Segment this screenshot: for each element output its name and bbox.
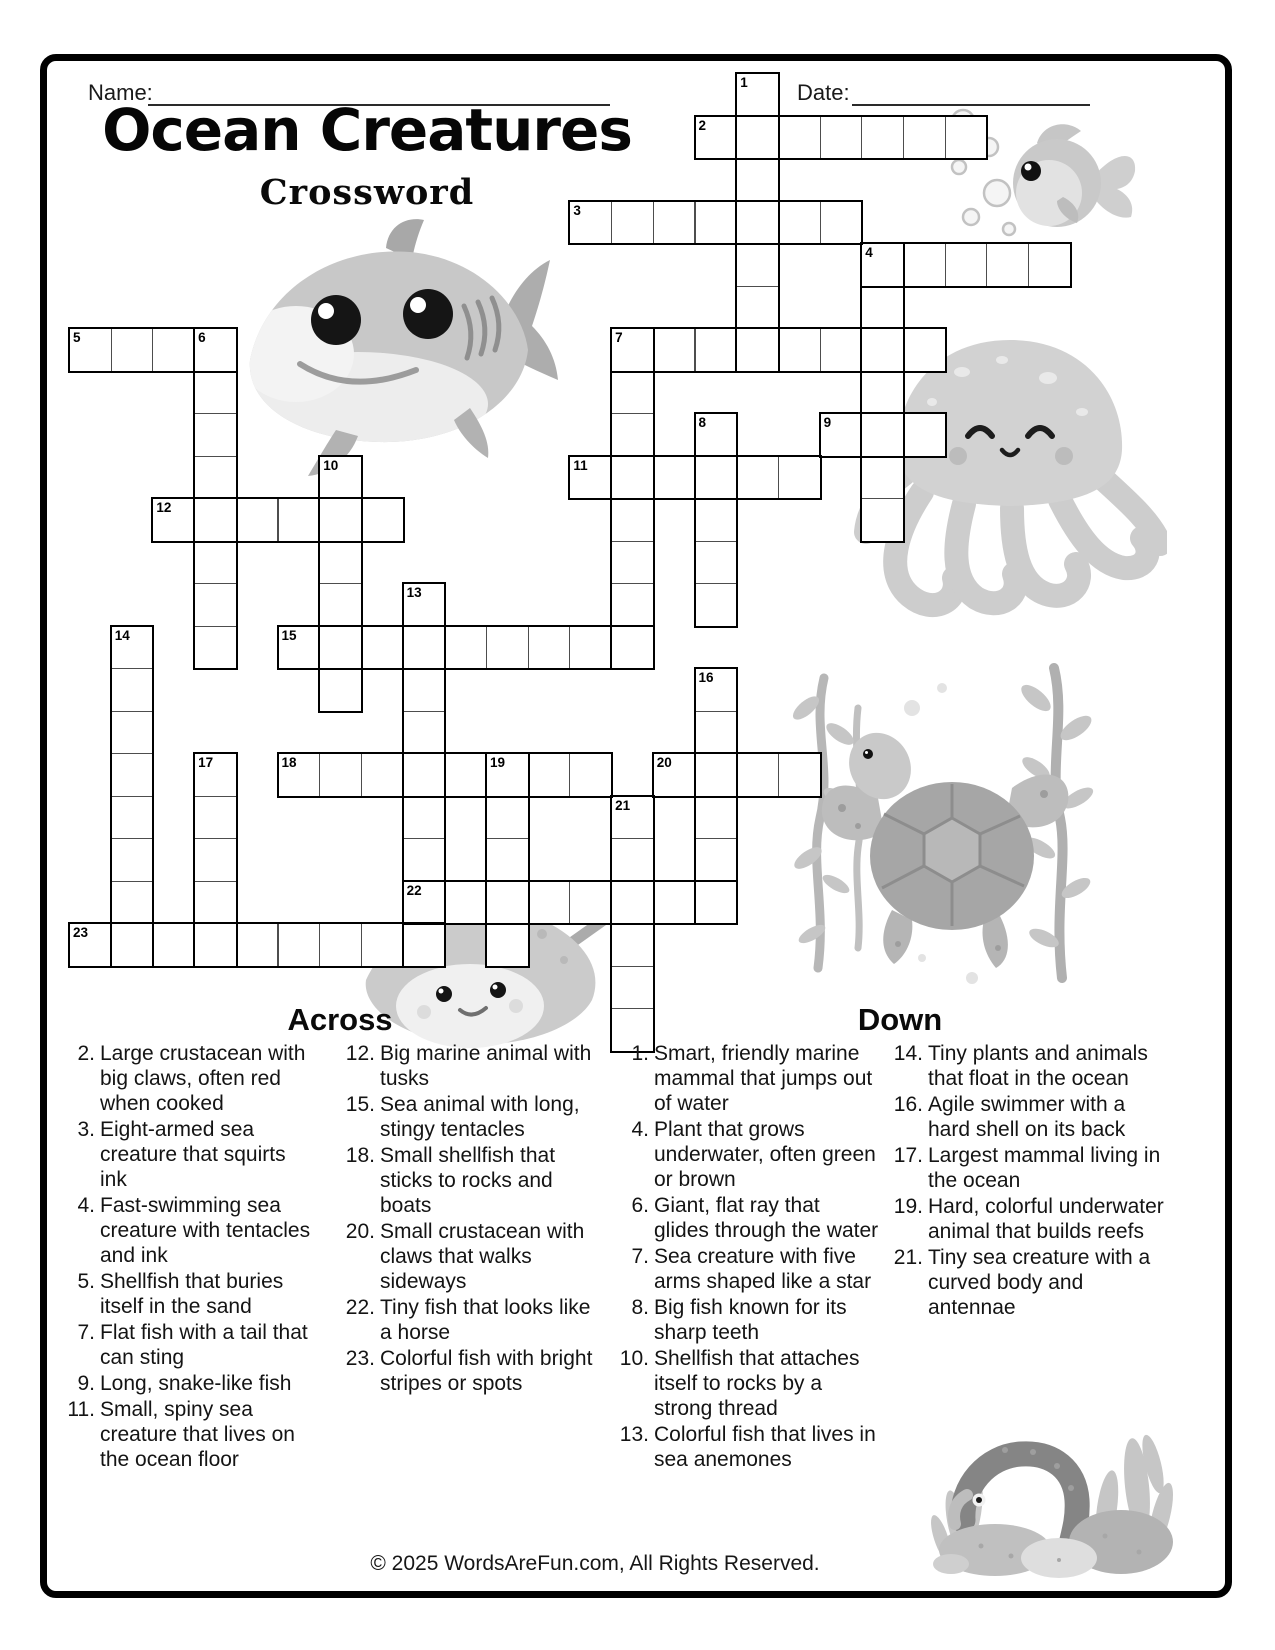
grid-cell-9-16[interactable]: [736, 456, 779, 500]
clue-number: 15.: [345, 1092, 375, 1116]
grid-cell-20-1[interactable]: [111, 923, 154, 967]
clue-number: 7.: [77, 1320, 95, 1344]
grid-cell-6-16[interactable]: [736, 328, 779, 372]
grid-cell-10-3[interactable]: [194, 498, 237, 542]
grid-cell-3-15[interactable]: [695, 201, 738, 245]
clue-text: Sea animal with long, stingy tentacles: [380, 1092, 580, 1141]
grid-cell-11-3[interactable]: [194, 541, 237, 585]
clue-text: Small, spiny sea creature that lives on the ocean floor: [100, 1397, 295, 1471]
grid-cell-20-3[interactable]: [194, 923, 237, 967]
clue-number: 8.: [631, 1295, 649, 1319]
grid-cell-20-2[interactable]: [152, 923, 195, 967]
clue-across-20: [344, 1220, 606, 1295]
clue-text: Giant, flat ray that glides through the water: [654, 1193, 879, 1242]
grid-cell-20-10[interactable]: [486, 923, 529, 967]
grid-cell-16-16[interactable]: [736, 753, 779, 797]
grid-cell-4-16[interactable]: [736, 243, 779, 287]
grid-cell-16-9[interactable]: [444, 753, 487, 797]
cell-number-4: 4: [865, 245, 873, 260]
grid-cell-12-13[interactable]: [611, 583, 654, 627]
grid-cell-15-15[interactable]: [695, 711, 738, 755]
across-heading: Across: [287, 1002, 393, 1037]
grid-cell-2-16[interactable]: [736, 158, 779, 202]
grid-cell-16-1[interactable]: [111, 753, 154, 797]
clue-text: Colorful fish with bright stripes or spots: [380, 1346, 593, 1395]
clue-text: Largest mammal living in the ocean: [928, 1143, 1161, 1192]
grid-cell-4-23[interactable]: [1028, 243, 1071, 287]
clue-text: Colorful fish that lives in sea anemones: [654, 1422, 876, 1471]
grid-cell-9-13[interactable]: [611, 456, 654, 500]
cell-number-14: 14: [114, 627, 130, 643]
grid-cell-17-1[interactable]: [111, 796, 154, 840]
clue-across-5: [64, 1270, 316, 1320]
clue-across-12: [344, 1042, 606, 1092]
grid-cell-16-7[interactable]: [361, 753, 404, 797]
down-clues-column-2: [892, 1042, 1164, 1322]
cell-number-5: 5: [73, 330, 81, 345]
grid-cell-6-17[interactable]: [778, 328, 821, 372]
cell-number-10: 10: [323, 457, 339, 473]
grid-cell-6-14[interactable]: [653, 328, 696, 372]
clue-down-10: [618, 1347, 880, 1422]
grid-cell-9-19[interactable]: [861, 456, 904, 500]
clue-number: 4.: [77, 1193, 95, 1217]
grid-cell-19-11[interactable]: [528, 881, 571, 925]
grid-cell-5-16[interactable]: [736, 286, 779, 330]
clue-number: 19.: [893, 1194, 923, 1218]
clue-across-22: [344, 1296, 606, 1346]
clue-down-1: [618, 1042, 880, 1117]
grid-cell-18-13[interactable]: [611, 838, 654, 882]
clue-text: Big marine animal with tusks: [380, 1042, 592, 1090]
grid-cell-3-16[interactable]: [736, 201, 779, 245]
grid-cell-18-3[interactable]: [194, 838, 237, 882]
grid-cell-19-12[interactable]: [569, 881, 612, 925]
clue-down-4: [618, 1118, 880, 1193]
cell-number-13: 13: [406, 585, 422, 600]
grid-cell-11-6[interactable]: [319, 541, 362, 585]
grid-cell-8-20[interactable]: [903, 413, 946, 457]
grid-cell-1-19[interactable]: [861, 116, 904, 160]
clue-across-18: [344, 1144, 606, 1219]
cell-number-16: 16: [698, 670, 714, 685]
grid-cell-20-4[interactable]: [236, 923, 279, 967]
grid-cell-1-18[interactable]: [820, 116, 863, 160]
clue-text: Sea creature with five arms shaped like a star: [654, 1244, 872, 1293]
clue-text: Small crustacean with claws that walks sideways: [380, 1219, 585, 1293]
grid-cell-7-19[interactable]: [861, 371, 904, 415]
grid-cell-7-13[interactable]: [611, 371, 654, 415]
clue-text: Shellfish that attaches itself to rocks by a strong thread: [654, 1346, 860, 1420]
grid-cell-10-4[interactable]: [236, 498, 279, 542]
clue-number: 23.: [345, 1346, 375, 1370]
grid-cell-3-17[interactable]: [778, 201, 821, 245]
grid-cell-14-8[interactable]: [403, 668, 446, 712]
page-subtitle: Crossword: [259, 172, 475, 213]
clue-number: 12.: [345, 1042, 375, 1065]
cell-number-19: 19: [490, 755, 506, 770]
clue-down-8: [618, 1296, 880, 1346]
clue-number: 9.: [77, 1371, 95, 1395]
grid-cell-17-10[interactable]: [486, 796, 529, 840]
grid-cell-9-17[interactable]: [778, 456, 821, 500]
grid-cell-19-9[interactable]: [444, 881, 487, 925]
clue-number: 17.: [893, 1143, 923, 1167]
cell-number-2: 2: [698, 117, 707, 133]
cell-number-6: 6: [198, 330, 206, 345]
clue-across-7: [64, 1321, 316, 1371]
clue-text: Agile swimmer with a hard shell on its back: [928, 1092, 1126, 1141]
grid-cell-13-13[interactable]: [611, 626, 654, 670]
clue-across-4: [64, 1194, 316, 1269]
clue-number: 2.: [77, 1042, 95, 1065]
grid-cell-1-16[interactable]: [736, 116, 779, 160]
clue-text: Shellfish that buries itself in the sand: [100, 1269, 284, 1318]
clue-text: Flat fish with a tail that can sting: [100, 1320, 308, 1369]
clue-across-23: [344, 1347, 606, 1397]
sea-turtle-illustration: [762, 648, 1117, 1013]
grid-cell-15-1[interactable]: [111, 711, 154, 755]
clue-across-11: [64, 1398, 316, 1473]
grid-cell-1-21[interactable]: [945, 116, 988, 160]
clue-text: Fast-swimming sea creature with tentacles and ink: [100, 1193, 311, 1267]
copyright-footer: © 2025 WordsAreFun.com, All Rights Reserved.: [370, 1552, 820, 1575]
down-heading: Down: [857, 1002, 943, 1037]
clue-text: Tiny fish that looks like a horse: [380, 1295, 591, 1344]
grid-cell-10-5[interactable]: [278, 498, 321, 542]
grid-cell-6-18[interactable]: [820, 328, 863, 372]
grid-cell-6-20[interactable]: [903, 328, 946, 372]
grid-cell-13-12[interactable]: [569, 626, 612, 670]
grid-cell-16-8[interactable]: [403, 753, 446, 797]
clue-text: Tiny sea creature with a curved body and antennae: [928, 1245, 1151, 1319]
clue-down-16: [892, 1093, 1164, 1143]
cell-number-9: 9: [823, 415, 832, 430]
grid-cell-10-13[interactable]: [611, 498, 654, 542]
clue-number: 1.: [631, 1042, 649, 1065]
clue-number: 18.: [345, 1143, 375, 1167]
across-clues-column-1: [64, 1042, 316, 1474]
cell-number-20: 20: [656, 755, 672, 770]
grid-cell-12-15[interactable]: [695, 583, 738, 627]
clue-number: 4.: [631, 1117, 649, 1141]
across-clues-column-2: [344, 1042, 606, 1398]
cell-number-18: 18: [281, 755, 297, 770]
clue-number: 10.: [619, 1346, 649, 1370]
cell-number-15: 15: [281, 627, 297, 643]
cell-number-23: 23: [73, 925, 89, 940]
clue-across-9: [64, 1372, 316, 1397]
grid-cell-13-3[interactable]: [194, 626, 237, 670]
grid-cell-14-1[interactable]: [111, 668, 154, 712]
clue-text: Plant that grows underwater, often green or brown: [654, 1117, 876, 1191]
clue-text: Big fish known for its sharp teeth: [654, 1295, 847, 1344]
cell-number-12: 12: [156, 500, 172, 515]
grid-cell-13-6[interactable]: [319, 626, 362, 670]
clue-across-2: [64, 1042, 316, 1117]
grid-cell-1-20[interactable]: [903, 116, 946, 160]
clue-text: Large crustacean with big claws, often red when cooked: [100, 1042, 306, 1115]
clue-number: 20.: [345, 1219, 375, 1243]
cell-number-7: 7: [615, 330, 623, 345]
grid-cell-4-20[interactable]: [903, 243, 946, 287]
shark-illustration: [238, 212, 583, 487]
grid-cell-18-10[interactable]: [486, 838, 529, 882]
grid-cell-18-1[interactable]: [111, 838, 154, 882]
clue-text: Hard, colorful underwater animal that builds reefs: [928, 1194, 1164, 1243]
grid-cell-19-14[interactable]: [653, 881, 696, 925]
cell-number-21: 21: [615, 797, 631, 813]
grid-cell-6-1[interactable]: [111, 328, 154, 372]
cell-number-17: 17: [198, 755, 214, 770]
grid-cell-20-5[interactable]: [278, 923, 321, 967]
grid-cell-16-6[interactable]: [319, 753, 362, 797]
grid-cell-19-3[interactable]: [194, 881, 237, 925]
grid-cell-9-3[interactable]: [194, 456, 237, 500]
name-label: Name:: [88, 80, 153, 105]
grid-cell-15-8[interactable]: [403, 711, 446, 755]
grid-cell-8-19[interactable]: [861, 413, 904, 457]
clue-number: 14.: [893, 1042, 923, 1065]
grid-cell-20-7[interactable]: [361, 923, 404, 967]
grid-cell-12-6[interactable]: [319, 583, 362, 627]
clue-number: 13.: [619, 1422, 649, 1446]
grid-cell-7-3[interactable]: [194, 371, 237, 415]
cell-number-11: 11: [573, 457, 588, 473]
grid-cell-13-9[interactable]: [444, 626, 487, 670]
grid-cell-19-1[interactable]: [111, 881, 154, 925]
grid-cell-19-15[interactable]: [695, 881, 738, 925]
grid-cell-16-12[interactable]: [569, 753, 612, 797]
clue-text: Tiny plants and animals that float in the ocean: [928, 1042, 1148, 1090]
clue-down-13: [618, 1423, 880, 1473]
grid-cell-13-7[interactable]: [361, 626, 404, 670]
clue-number: 3.: [77, 1117, 95, 1141]
clue-number: 11.: [67, 1397, 95, 1421]
grid-cell-3-14[interactable]: [653, 201, 696, 245]
grid-cell-18-8[interactable]: [403, 838, 446, 882]
clue-text: Eight-armed sea creature that squirts ink: [100, 1117, 286, 1191]
cell-number-8: 8: [698, 415, 707, 430]
grid-cell-1-17[interactable]: [778, 116, 821, 160]
clue-number: 22.: [345, 1295, 375, 1319]
clue-down-17: [892, 1144, 1164, 1194]
grid-cell-4-22[interactable]: [986, 243, 1029, 287]
grid-cell-8-13[interactable]: [611, 413, 654, 457]
clue-across-3: [64, 1118, 316, 1193]
down-clues-column-1: [618, 1042, 880, 1474]
grid-cell-10-7[interactable]: [361, 498, 404, 542]
grid-cell-13-11[interactable]: [528, 626, 571, 670]
grid-cell-19-10[interactable]: [486, 881, 529, 925]
grid-cell-3-13[interactable]: [611, 201, 654, 245]
grid-cell-13-10[interactable]: [486, 626, 529, 670]
grid-cell-17-15[interactable]: [695, 796, 738, 840]
grid-cell-10-15[interactable]: [695, 498, 738, 542]
page-title: Ocean Creatures: [102, 96, 632, 164]
clue-text: Smart, friendly marine mammal that jumps out of water: [654, 1042, 873, 1115]
cell-number-1: 1: [740, 75, 748, 90]
grid-cell-10-19[interactable]: [861, 498, 904, 542]
grid-cell-10-6[interactable]: [319, 498, 362, 542]
clue-down-6: [618, 1194, 880, 1244]
grid-cell-20-8[interactable]: [403, 923, 446, 967]
clue-number: 7.: [631, 1244, 649, 1268]
grid-cell-16-17[interactable]: [778, 753, 821, 797]
grid-cell-17-8[interactable]: [403, 796, 446, 840]
grid-cell-11-13[interactable]: [611, 541, 654, 585]
grid-cell-13-8[interactable]: [403, 626, 446, 670]
grid-cell-5-19[interactable]: [861, 286, 904, 330]
clue-number: 16.: [893, 1092, 923, 1116]
grid-cell-9-15[interactable]: [695, 456, 738, 500]
clue-number: 6.: [631, 1193, 649, 1217]
date-label: Date:: [797, 80, 850, 105]
clue-down-21: [892, 1246, 1164, 1321]
clue-number: 5.: [77, 1269, 95, 1293]
clue-down-7: [618, 1245, 880, 1295]
cell-number-22: 22: [406, 882, 422, 898]
grid-cell-6-15[interactable]: [695, 328, 738, 372]
grid-cell-18-15[interactable]: [695, 838, 738, 882]
clue-text: Long, snake-like fish: [100, 1371, 292, 1395]
grid-cell-4-21[interactable]: [945, 243, 988, 287]
grid-cell-6-2[interactable]: [152, 328, 195, 372]
grid-cell-11-15[interactable]: [695, 541, 738, 585]
clue-across-15: [344, 1093, 606, 1143]
grid-cell-16-11[interactable]: [528, 753, 571, 797]
clue-down-14: [892, 1042, 1164, 1092]
grid-cell-6-19[interactable]: [861, 328, 904, 372]
grid-cell-8-3[interactable]: [194, 413, 237, 457]
clue-text: Small shellfish that sticks to rocks and boats: [380, 1143, 556, 1217]
clue-number: 21.: [893, 1245, 923, 1269]
grid-cell-12-3[interactable]: [194, 583, 237, 627]
grid-cell-9-14[interactable]: [653, 456, 696, 500]
grid-cell-20-6[interactable]: [319, 923, 362, 967]
clue-down-19: [892, 1195, 1164, 1245]
grid-cell-19-13[interactable]: [611, 881, 654, 925]
cell-number-3: 3: [573, 202, 581, 218]
grid-cell-3-18[interactable]: [820, 201, 863, 245]
grid-cell-16-15[interactable]: [695, 753, 738, 797]
grid-cell-17-3[interactable]: [194, 796, 237, 840]
grid-cell-14-6[interactable]: [319, 668, 362, 712]
date-input-line[interactable]: [852, 82, 1090, 106]
grid-cell-20-13[interactable]: [611, 923, 654, 967]
